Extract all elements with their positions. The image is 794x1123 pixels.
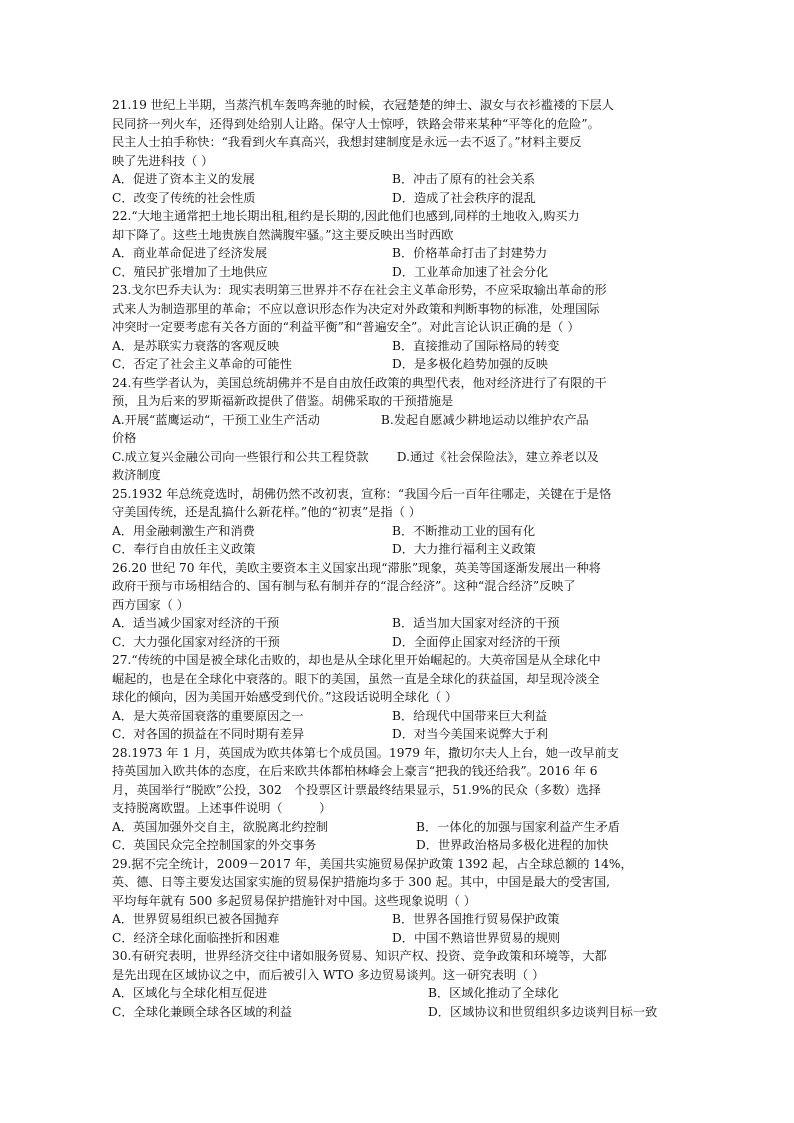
- question-stem-line: 28.1973 年 1 月，英国成为欧共体第七个成员国。1979 年，撒切尔夫人上台，她一改早前支: [112, 745, 619, 760]
- option-row: [112, 1003, 684, 1022]
- option-b: B．冲击了原有的社会关系: [392, 172, 536, 186]
- option-a: A．用金融刺激生产和消费: [112, 523, 255, 538]
- option-c: C．英国民众完全控制国家的外交事务: [112, 838, 317, 852]
- option-row: [112, 910, 684, 929]
- option-d: D．世界政治格局多极化进程的加快: [416, 838, 609, 852]
- option-b: B．世界各国推行贸易保护政策: [392, 912, 560, 926]
- question-30: [112, 947, 684, 1021]
- option-c: C．经济全球化面临挫折和困难: [112, 930, 280, 945]
- question-stem-line: 24.有些学者认为，美国总统胡佛并不是自由放任政策的典型代表，他对经济进行了有限的干: [112, 375, 607, 390]
- question-stem-line: 30.有研究表明，世界经济交往中诸如服务贸易、知识产权、投资、竞争政策和环境等，大都: [112, 949, 607, 963]
- question-stem-line: 民同挤一列火车，还得到处给别人让路。保守人士惊呼，铁路会带来某种“平等化的危险”。: [112, 116, 600, 131]
- option-line: 价格: [112, 431, 137, 445]
- question-stem-line: 西方国家（ ）: [112, 597, 189, 612]
- question-29: [112, 855, 684, 948]
- option-row: [112, 355, 684, 374]
- option-c: C．殖民扩张增加了土地供应: [112, 264, 268, 279]
- option-d: D．中国不熟谙世界贸易的规则: [392, 930, 561, 945]
- question-stem-line: 支持脱离欧盟。上述事件说明（ ）: [112, 801, 332, 815]
- question-stem-line: 却下降了。这些土地贵族自然满腹牢骚。”这主要反映出当时西欧: [112, 227, 454, 242]
- question-stem-line: 平均每年就有 500 多起贸易保护措施针对中国。这些现象说明（ ）: [112, 893, 476, 908]
- question-stem-line: 球化的倾向，因为美国开始感受到代价。”这段话说明全球化（ ）: [112, 690, 458, 704]
- question-28: [112, 744, 684, 855]
- option-d: D．造成了社会秩序的混乱: [392, 190, 536, 205]
- option-row: [112, 337, 684, 356]
- question-23: [112, 281, 684, 374]
- option-b: B．区域化推动了全球化: [428, 986, 559, 1000]
- option-a: A．适当减少国家对经济的干预: [112, 616, 280, 630]
- option-line: 救济制度: [112, 468, 161, 482]
- option-b: B．给现代中国带来巨大利益: [392, 708, 548, 723]
- question-stem-line: 26.20 世纪 70 年代，美欧主要资本主义国家出现“滞胀”现象，英美等国逐渐发展出一种将: [112, 560, 601, 575]
- option-b: B．一体化的加强与国家利益产生矛盾: [416, 819, 620, 834]
- option-a: A．是苏联实力衰落的客观反映: [112, 338, 280, 353]
- option-d: D．大力推行福利主义政策: [392, 542, 536, 556]
- option-d: D．区域协议和世贸组织多边谈判目标一致: [428, 1004, 658, 1019]
- option-row: [112, 244, 684, 263]
- question-stem-line: 预，且为后来的罗斯福新政提供了借鉴。胡佛采取的干预措施是: [112, 394, 454, 408]
- option-row: [112, 263, 684, 282]
- option-row: [112, 707, 684, 726]
- option-row: [112, 929, 684, 948]
- option-c: C．大力强化国家对经济的干预: [112, 634, 280, 649]
- question-stem-line: 守美国传统，还是乱搞什么新花样。”他的“初衷”是指（ ）: [112, 505, 421, 519]
- question-stem-line: 23.戈尔巴乔夫认为：现实表明第三世界并不存在社会主义革命形势，不应采取输出革命的形: [112, 283, 607, 297]
- question-stem-line: 25.1932 年总统竞选时，胡佛仍然不改初衷，宣称：“我国今后一百年往哪走，关键在于是恪: [112, 486, 612, 501]
- question-stem-line: 民主人士拍手称快：“我看到火车真高兴，我想封建制度是永远一去不返了。”材料主要反: [112, 135, 582, 149]
- question-stem-line: 英、德、日等主要发达国家实施的贸易保护措施均多于 300 起。其中，中国是最大的受害国,: [112, 875, 611, 889]
- option-row: [112, 522, 684, 541]
- option-row: [112, 818, 684, 837]
- question-stem-line: 政府干预与市场相结合的、国有制与私有制并存的“混合经济”。这种“混合经济”反映了: [112, 579, 576, 593]
- option-a: A．商业革命促进了经济发展: [112, 246, 268, 260]
- question-stem-line: 21.19 世纪上半期，当蒸汽机车轰鸣奔驰的时候，衣冠楚楚的绅士、淑女与衣衫褴褛的下层人: [112, 98, 614, 112]
- question-stem-line: 29.据不完全统计，2009－2017 年，美国共实施贸易保护政策 1392 起，占全球总额的 14%，: [112, 856, 633, 871]
- option-d: D．对当今美国来说弊大于利: [392, 727, 549, 741]
- option-row: [112, 633, 684, 652]
- option-a: A．区域化与全球化相互促进: [112, 986, 268, 1000]
- option-row: [112, 725, 684, 744]
- option-row: [112, 836, 684, 855]
- option-row: [112, 984, 684, 1003]
- question-stem-line: 是先出现在区域协议之中，而后被引入 WTO 多边贸易谈判。这一研究表明（ ）: [112, 967, 545, 982]
- question-stem-line: 式来人为制造那里的革命；不应以意识形态作为决定对外政策和判断事物的标准，处理国际: [112, 301, 600, 316]
- question-27: [112, 651, 684, 744]
- option-row: [112, 540, 684, 559]
- option-c: C．改变了传统的社会性质: [112, 190, 256, 205]
- option-c: C．否定了社会主义革命的可能性: [112, 357, 292, 371]
- option-a: A．促进了资本主义的发展: [112, 172, 255, 186]
- option-row: [112, 189, 684, 208]
- question-stem-line: 27.“传统的中国是被全球化击败的，却也是从全球化里开始崛起的。大英帝国是从全球化中: [112, 653, 601, 667]
- option-a: A．英国加强外交自主，欲脱离北约控制: [112, 819, 328, 834]
- question-21: [112, 96, 684, 207]
- question-stem-line: 持英国加入欧共体的态度，在后来欧共体都柏林峰会上豪言“把我的钱还给我”。2016 年 6: [112, 764, 598, 778]
- question-stem-line: 月，英国举行“脱欧”公投，302 个投票区计票最终结果显示，51.9%的民众（多数）选择: [112, 782, 601, 797]
- option-row: [112, 614, 684, 633]
- question-24: [112, 374, 684, 485]
- option-d: D．全面停止国家对经济的干预: [392, 634, 561, 649]
- option-b: B．不断推动工业的国有化: [392, 523, 536, 538]
- question-stem-line: 崛起的，也是在全球化中衰落的。眼下的美国，虽然一直是全球化的获益国，却呈现冷淡全: [112, 671, 600, 686]
- question-stem-line: 22.“大地主通常把土地长期出租,租约是长期的,因此他们也感到,同样的土地收入,购买力: [112, 209, 580, 223]
- option-line: C.成立复兴金融公司向一些银行和公共工程贷款 D.通过《社会保险法》，建立养老以及: [112, 449, 599, 464]
- option-b: B．直接推动了国际格局的转变: [392, 338, 560, 353]
- option-line: A.开展“蓝鹰运动“，干预工业生产活动 B.发起自愿减少耕地运动以维护农产品: [112, 412, 589, 427]
- question-stem-line: 映了先进科技（ ）: [112, 153, 214, 168]
- option-c: C．对各国的损益在不同时期有差异: [112, 727, 305, 741]
- option-b: B．适当加大国家对经济的干预: [392, 616, 560, 630]
- option-row: [112, 170, 684, 189]
- exam-page: [112, 96, 684, 1021]
- question-26: [112, 559, 684, 652]
- question-22: [112, 207, 684, 281]
- option-d: D．是多极化趋势加强的反映: [392, 357, 549, 371]
- option-c: C．奉行自由放任主义政策: [112, 542, 256, 556]
- option-a: A．世界贸易组织已被各国抛弃: [112, 912, 280, 926]
- option-c: C．全球化兼顾全球各区域的利益: [112, 1004, 292, 1019]
- question-25: [112, 485, 684, 559]
- option-b: B．价格革命打击了封建势力: [392, 246, 548, 260]
- option-d: D．工业革命加速了社会分化: [392, 264, 549, 279]
- question-stem-line: 冲突时一定要考虑有关各方面的“利益平衡”和“普遍安全”。对此言论认识正确的是（ ）: [112, 320, 580, 334]
- option-a: A．是大英帝国衰落的重要原因之一: [112, 708, 304, 723]
